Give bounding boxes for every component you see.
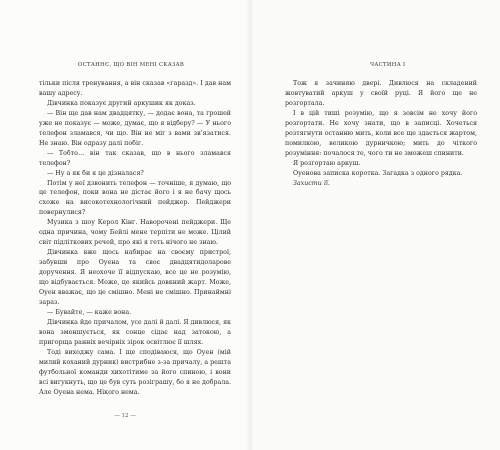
paragraph: Тоді виходжу сама. І ще сподіваюся, що Оуен (мій милий коханий дурник) вистрибне з-за причалу, а решта футбольної команди хихотітиме за його спиною, і вони всі вигукнуть, що це був суть розіграшу, бо я не добрала. Але Оуена нема. Нікого нема. <box>39 348 231 396</box>
paragraph: Дівчинка показує другий аркушик як доказ. <box>47 99 196 107</box>
book-gutter <box>246 0 254 450</box>
paragraph: Я розгортаю аркуш. <box>293 159 361 167</box>
paragraph: Тож я зачиняю двері. Дивлюся на складений жовтуватий аркуш у своїй руці. Я його ще не розгортала. <box>285 80 477 107</box>
paragraph: — Ну а як би я це дізналася? <box>47 169 144 177</box>
paragraph: Оуенова записка коротка. Загадка з одного рядка. <box>293 169 463 177</box>
right-page <box>250 0 500 450</box>
running-head-left: ОСТАННЄ, ЩО ВІН МЕНІ СКАЗАВ <box>78 62 185 68</box>
paragraph: Захисти її. <box>293 179 330 187</box>
paragraph: — Тобто… він так сказав, що в нього зламався телефон? <box>39 149 231 167</box>
left-page-text <box>39 79 231 398</box>
paragraph: — Він ще дав нам двадцятку, — додає вона, та грошей уже не показує — може, думає, що я відберу? — У нього телефон зламався, чи що. Він не міг з вами зв’язатися. Не знаю. Він одразу далі побіг. <box>39 109 231 147</box>
right-page-text <box>285 79 477 188</box>
running-head-right: ЧАСТИНА І <box>370 62 406 68</box>
paragraph: Потім у неї дзвонить телефон — точніше, я думаю, що це телефон, поки вона не дістає його і я не бачу щось схоже на високотехнологічний пейджер. Пейджери повернулися? <box>39 179 231 217</box>
paragraph: — Бувайте, — каже вона. <box>47 308 132 316</box>
paragraph: Дівчинка йде причалом, усе далі й далі. Я дивлюся, як вона зменшується, як сонце сідає над затокою, а пригорща ранніх вечірніх зірок освітлює її шлях. <box>39 318 231 346</box>
page-number: — 12 — <box>114 413 136 419</box>
paragraph: тільки після тренування, а він сказав «гаразд». І дав нам вашу адресу. <box>39 80 231 97</box>
paragraph: І в цій тиші розумію, що я зовсім не хочу його розгортати. Не хочу знати, що в записці. Хочеться розтягнути останню мить, коли все ще здається жартом, помилкою, великою дурничкою; мить до чіткого розуміння: почалося те, чого ти не зможеш спинити. <box>285 109 477 157</box>
paragraph: Дівчинка вже щось набирає на своєму пристрої, забувши про Оуена та своє двадцятидоларове доручення. Я неохоче її відпускаю, все це не розумію, що відбувається. Може, це якийсь довкний жарт. Може, Оуен вважає, що це смішно. Мені не смішно. Принаймні зараз. <box>39 249 231 306</box>
paragraph: Музика з шоу Керол Кінг. Навороченi пейджери. Ще одна причина, чому Бейлі мене терпіти не може. Цілий світ підліткових речей, про які я геть нічого не знаю. <box>39 219 231 247</box>
